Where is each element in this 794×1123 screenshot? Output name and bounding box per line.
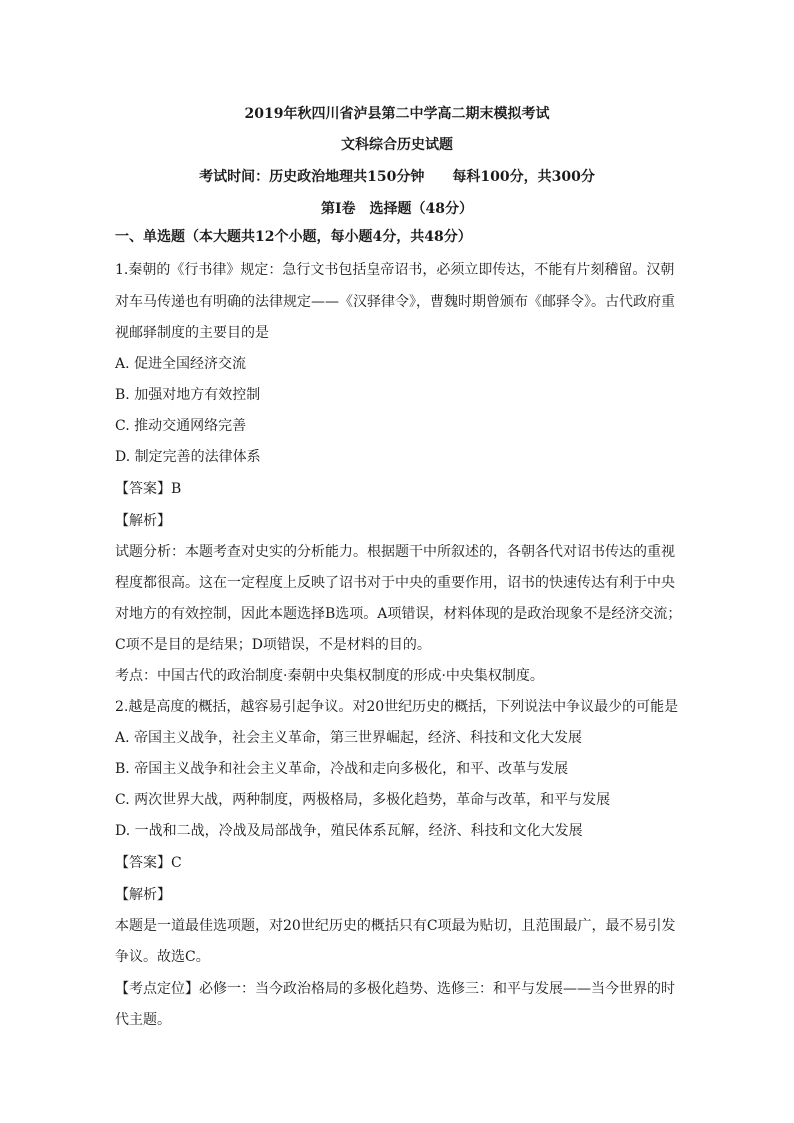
q1-analysis-label: 【解析】 (115, 513, 171, 529)
section-heading: 一、单选题（本大题共12个小题，每小题4分，共48分） (115, 229, 472, 245)
q1-stem-line: 1.秦朝的《行书律》规定：急行文书包括皇帝诏书，必须立即传达，不能有片刻稽留。汉朝 (115, 262, 675, 278)
q1-answer: 【答案】B (115, 481, 182, 497)
q2-stem: 2.越是高度的概括，越容易引起争议。对20世纪历史的概括，下列说法中争议最少的可能是 (115, 699, 679, 715)
q1-analysis-line: C项不是目的是结果；D项错误，不是材料的目的。 (115, 637, 431, 653)
document-subtitle: 文科综合历史试题 (341, 137, 453, 153)
volume-heading: 第I卷 选择题（48分） (320, 201, 474, 217)
q2-option-d: D. 一战和二战，冷战及局部战争，殖民体系瓦解，经济、科技和文化大发展 (115, 823, 583, 839)
q2-option-c: C. 两次世界大战，两种制度，两极格局，多极化趋势，革命与改革，和平与发展 (115, 792, 611, 808)
q2-analysis-label: 【解析】 (115, 887, 171, 903)
exam-info: 考试时间：历史政治地理共150分钟 每科100分，共300分 (199, 169, 595, 185)
q1-option-d: D. 制定完善的法律体系 (115, 449, 261, 465)
q1-knowledge-point: 考点：中国古代的政治制度·秦朝中央集权制度的形成·中央集权制度。 (115, 668, 544, 684)
q1-option-c: C. 推动交通网络完善 (115, 418, 247, 434)
q1-option-b: B. 加强对地方有效控制 (115, 387, 261, 403)
q1-analysis-line: 对地方的有效控制，因此本题选择B选项。A项错误，材料体现的是政治现象不是经济交流； (115, 606, 682, 622)
q1-option-a: A. 促进全国经济交流 (115, 356, 247, 372)
q1-analysis-line: 试题分析：本题考查对史实的分析能力。根据题干中所叙述的，各朝各代对诏书传达的重视 (115, 544, 675, 560)
q1-analysis-line: 程度都很高。这在一定程度上反映了诏书对于中央的重要作用，诏书的快速传达有利于中央 (115, 575, 675, 591)
q2-option-b: B. 帝国主义战争和社会主义革命，冷战和走向多极化，和平、改革与发展 (115, 761, 569, 777)
q2-knowledge-point: 代主题。 (115, 1012, 171, 1028)
q2-analysis-line: 本题是一道最佳选项题，对20世纪历史的概括只有C项最为贴切，且范围最广，最不易引发 (115, 918, 676, 934)
q2-knowledge-point: 【考点定位】必修一：当今政治格局的多极化趋势、选修三：和平与发展——当今世界的时 (115, 981, 675, 997)
q2-answer: 【答案】C (115, 855, 182, 871)
document-title: 2019年秋四川省泸县第二中学高二期末模拟考试 (244, 106, 550, 122)
q2-analysis-line: 争议。故选C。 (115, 949, 210, 965)
q2-option-a: A. 帝国主义战争，社会主义革命，第三世界崛起，经济、科技和文化大发展 (115, 730, 583, 746)
q1-stem-line: 视邮驿制度的主要目的是 (115, 325, 269, 341)
q1-stem-line: 对车马传递也有明确的法律规定——《汉驿律令》，曹魏时期曾颁布《邮驿令》。古代政府重 (115, 294, 675, 310)
